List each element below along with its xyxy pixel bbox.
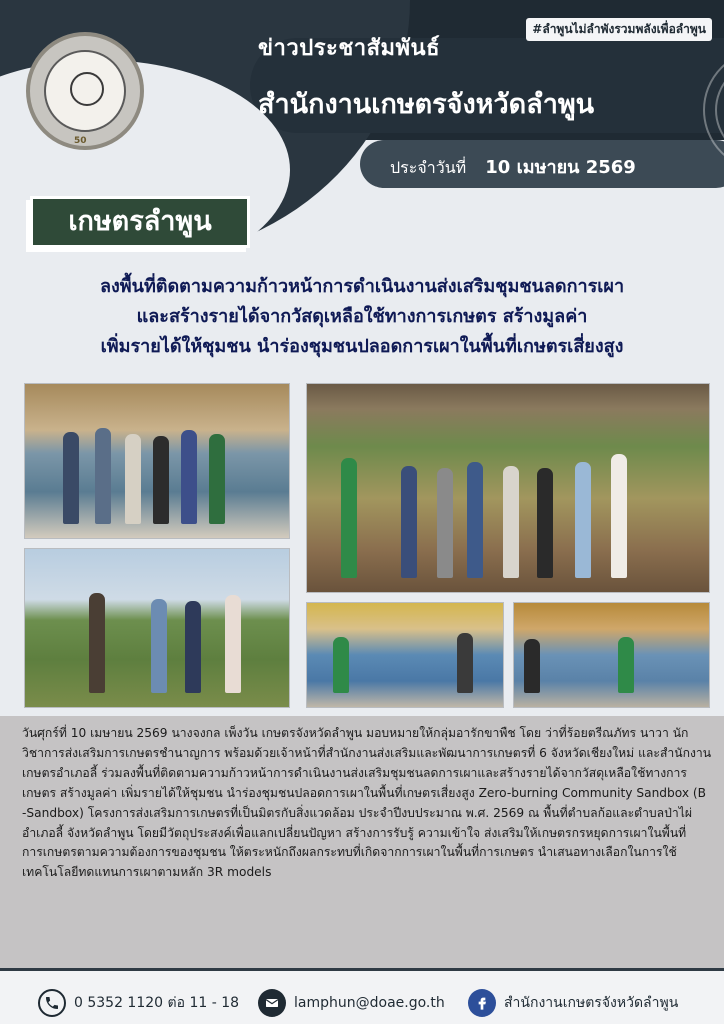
logo-seal [44,50,126,132]
press-release-label: ข่าวประชาสัมพันธ์ [258,36,441,61]
person-figure [181,430,197,524]
date-value: 10 เมษายน 2569 [485,157,636,178]
decorative-arcs [624,40,724,180]
person-figure [185,601,201,693]
footer-facebook[interactable] [468,989,678,1017]
person-figure [89,593,105,693]
photo-group-warehouse [24,383,290,539]
person-figure [63,432,79,524]
person-figure [575,462,591,578]
logo-anniversary-number: 50 [74,136,87,146]
person-figure [151,599,167,693]
footer-phone-text: 0 5352 1120 ต่อ 11 - 18 [74,995,240,1011]
person-figure [125,434,141,524]
date-label: ประจำวันที่ [390,158,467,177]
photo-fertilizer-sacks-2 [513,602,710,708]
headline-line-2: และสร้างรายได้จากวัสดุเหลือใช้ทางการเกษตร สร้างมูลค่า [136,306,588,327]
headline-line-3: เพิ่มรายได้ให้ชุมชน นำร่องชุมชนปลอดการเผาในพื้นที่เกษตรเสี่ยงสูง [100,336,624,357]
phone-icon [38,989,66,1017]
person-figure [537,468,553,578]
photo-group-compost-shed [306,383,710,593]
footer-facebook-text: สำนักงานเกษตรจังหวัดลำพูน [504,995,679,1011]
person-figure [503,466,519,578]
person-figure [333,637,349,693]
section-badge-label: เกษตรลำพูน [68,206,212,237]
facebook-icon [468,989,496,1017]
person-figure [153,436,169,524]
footer [0,968,724,1024]
photo-fertilizer-sacks-1 [306,602,504,708]
article-body: วันศุกร์ที่ 10 เมษายน 2569 นางจงกล เพ็งวัน เกษตรจังหวัดลำพูน มอบหมายให้กลุ่มอารักขาพืช โดย ว่าที่ร้อยตรีณภัทร นาวา นักวิชาการส่งเสริมการเกษตรชำนาญการ พร้อมด้วยเจ้าหน้าที่สำนักงานส่งเสริมและพัฒนาการเกษตรที่ 6 จังหวัดเชียงใหม่ และสำนักงานเกษตรอำเภอลี้ ร่วมลงพื้นที่ติดตามความก้าวหน้าการดำเนินงานส่งเสริมชุมชนลดการเผาและสร้างรายได้จากวัสดุเหลือใช้ทางการเกษตร สร้างมูลค่า เพิ่มรายได้ให้ชุมชน นำร่องชุมชนปลอดการเผาในพื้นที่เกษตรเสี่ยงสูง Zero-burning Community Sandbox (B -Sandbox) โครงการส่งเสริมการเกษตรที่เป็นมิตรกับสิ่งแวดล้อม ประจำปีงบประมาณ พ.ศ. 2569 ณ พื้นที่ตำบลก้อและตำบลป่าไผ่ อำเภอลี้ จังหวัดลำพูน โดยมีวัตถุประสงค์เพื่อแลกเปลี่ยนปัญหา สร้างการรับรู้ ความเข้าใจ ส่งเสริมให้เกษตรกรหยุดการเผาในพื้นที่การเกษตรตามความต้องการของชุมชน ให้ตระหนักถึงผลกระทบที่เกิดจากการเผาในพื้นที่การเกษตร นำเสนอทางเลือกในการใช้เทคโนโลยีทดแทนการเผาตามหลัก 3R models [22,726,712,880]
logo-emblem-icon [70,72,104,106]
headline [0,272,724,362]
office-name: สำนักงานเกษตรจังหวัดลำพูน [258,89,595,120]
footer-email-text: lamphun@doae.go.th [294,995,445,1011]
email-icon [258,989,286,1017]
person-figure [341,458,357,578]
section-badge [30,196,250,248]
person-figure [401,466,417,578]
person-figure [611,454,627,578]
headline-line-1: ลงพื้นที่ติดตามความก้าวหน้าการดำเนินงานส่งเสริมชุมชนลดการเผา [99,276,625,297]
person-figure [457,633,473,693]
person-figure [437,468,453,578]
department-logo [26,32,144,150]
person-figure [95,428,111,524]
photo-field-visit [24,548,290,708]
footer-phone[interactable] [38,989,239,1017]
person-figure [209,434,225,524]
person-figure [618,637,634,693]
date-row [390,152,636,181]
person-figure [225,595,241,693]
person-figure [524,639,540,693]
hashtag: #ลำพูนไม่ลำพังรวมพลังเพื่อลำพูน [526,18,712,41]
person-figure [467,462,483,578]
footer-email[interactable] [258,989,445,1017]
